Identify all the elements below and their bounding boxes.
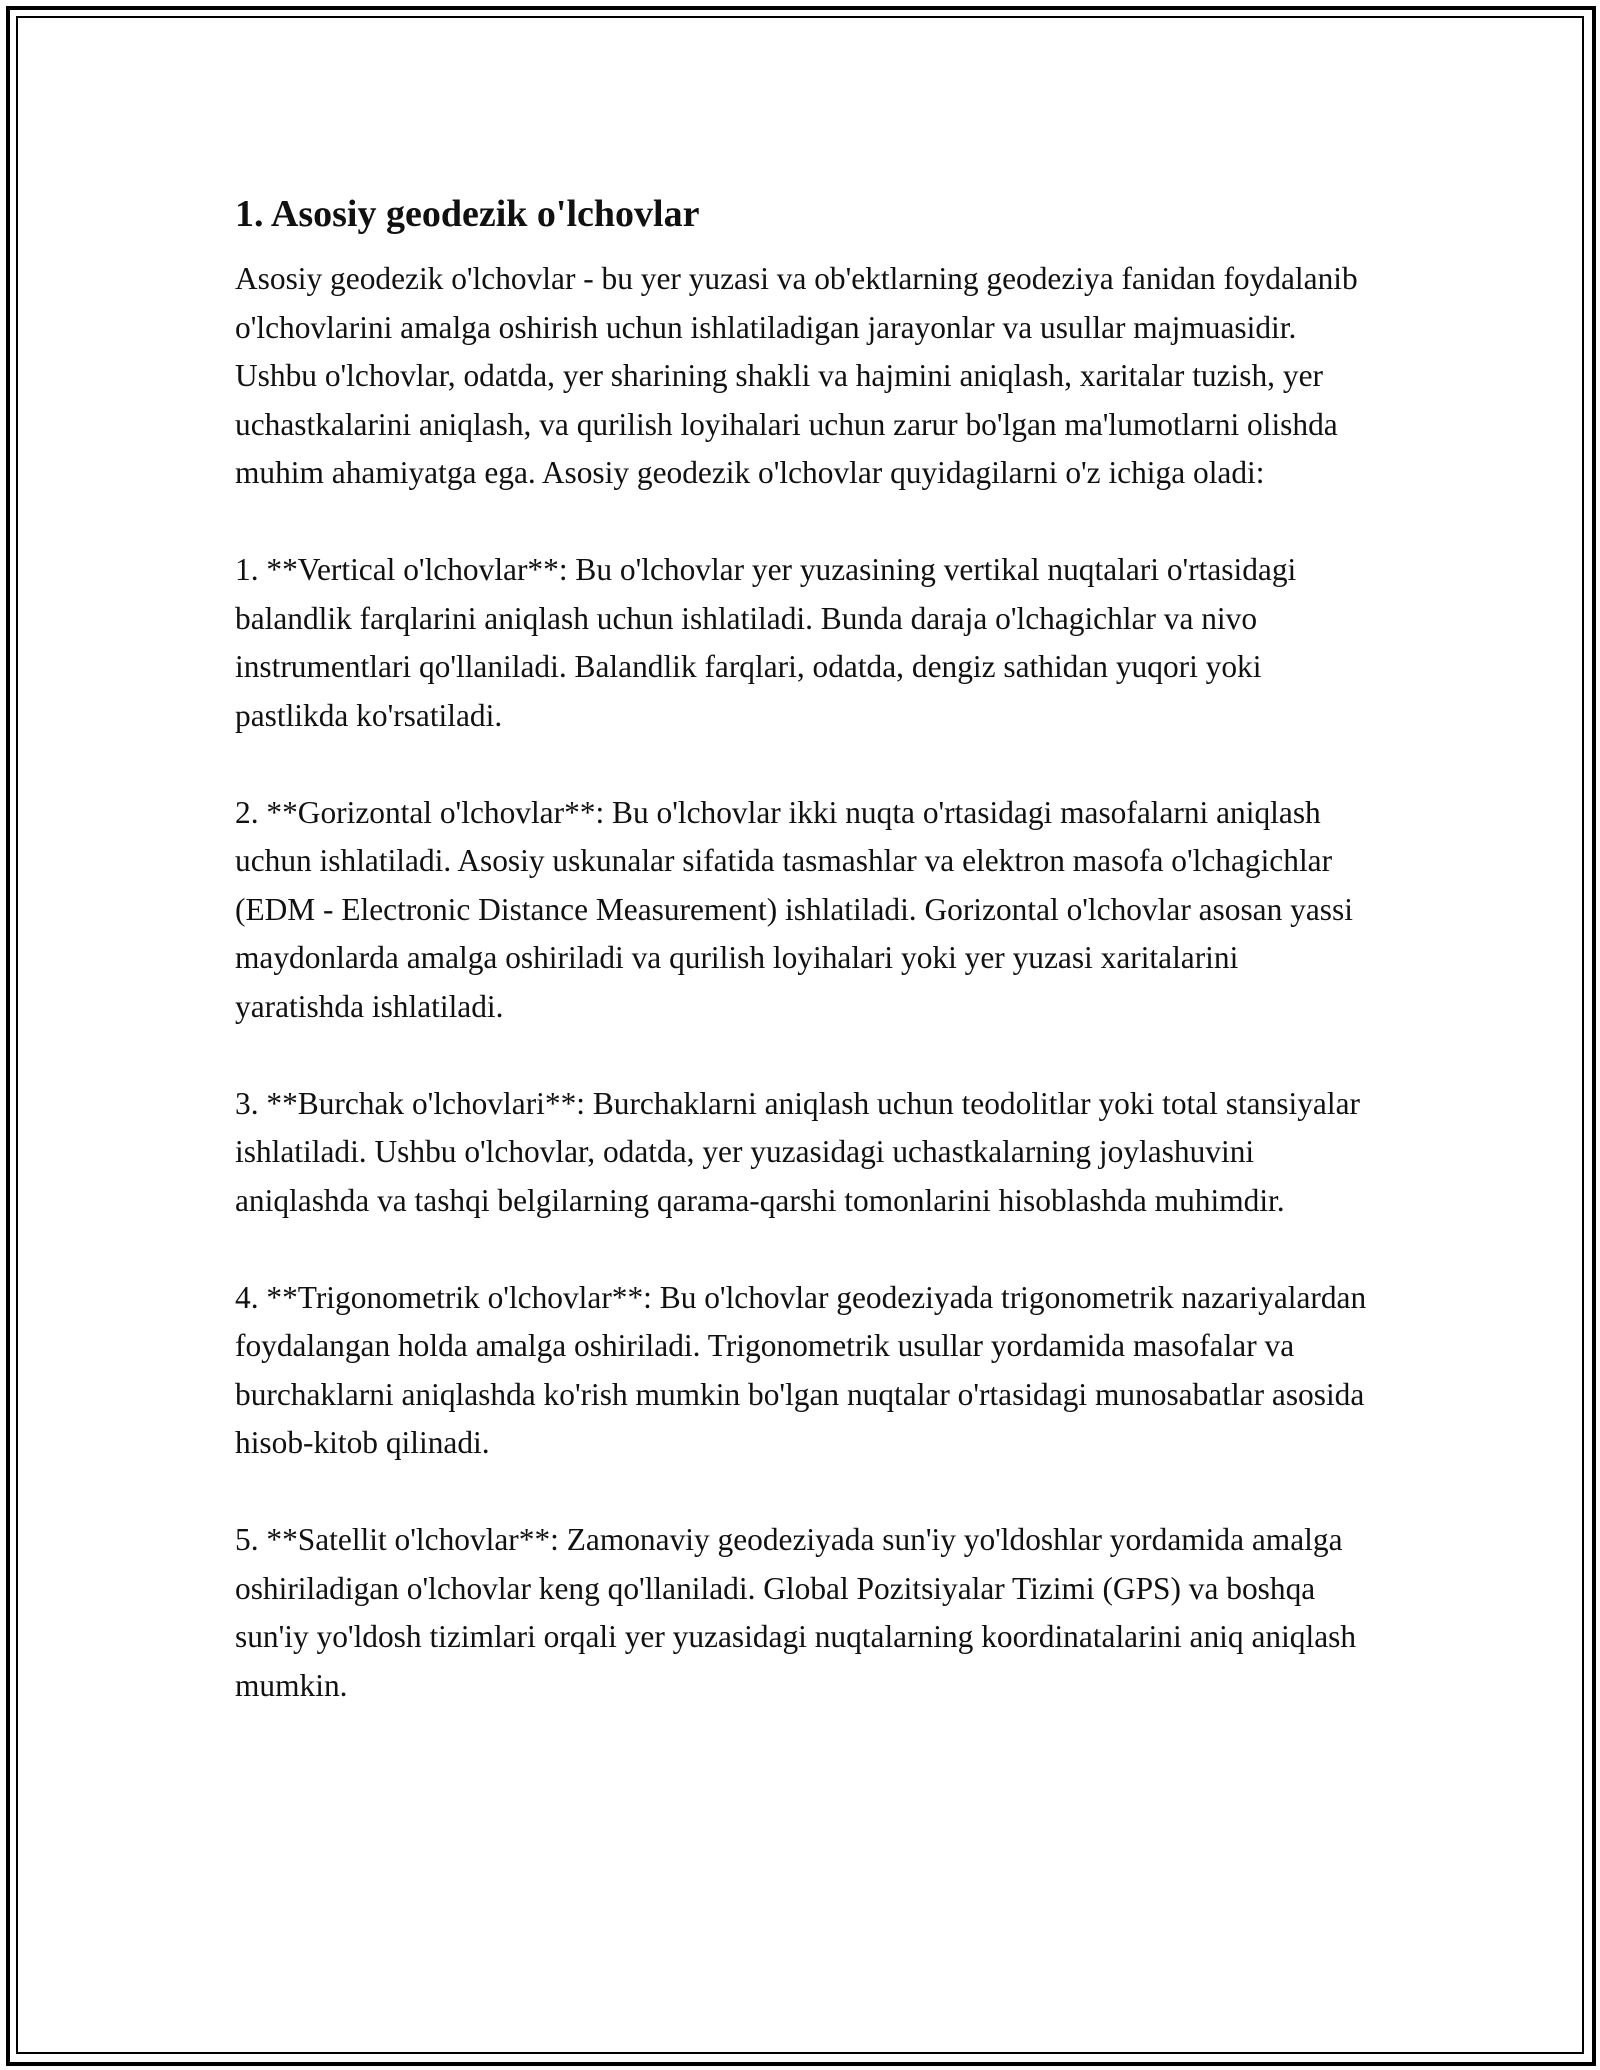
list-item-trigonometrik: 4. **Trigonometrik o'lchovlar**: Bu o'lchovlar geodeziyada trigonometrik nazariyalardan foydalangan holda amalga oshiriladi. Trigonometrik usullar yordamida masofalar va burchaklarni aniqlashda ko'rish mumkin bo'lgan nuqtalar o'rtasidagi munosabatlar asosida hisob-kitob qilinadi. <box>235 1279 1367 1460</box>
list-item-satellit: 5. **Satellit o'lchovlar**: Zamonaviy geodeziyada sun'iy yo'ldoshlar yordamida amalga oshiriladigan o'lchovlar keng qo'llaniladi. Global Pozitsiyalar Tizimi (GPS) va boshqa sun'iy yo'ldosh tizimlari orqali yer yuzasidagi nuqtalarning koordinatalarini aniq aniqlash mumkin. <box>235 1522 1357 1703</box>
document-body <box>235 185 1375 1759</box>
list-item-burchak: 3. **Burchak o'lchovlari**: Burchaklarni aniqlash uchun teodolitlar yoki total stansiyalar ishlatiladi. Ushbu o'lchovlar, odatda, yer yuzasidagi uchastkalarning joylashuvini aniqlashda va tashqi belgilarning qarama-qarshi tomonlarini hisoblashda muhimdir. <box>235 1085 1360 1218</box>
section-heading: 1. Asosiy geodezik o'lchovlar <box>235 193 700 235</box>
intro-paragraph: Asosiy geodezik o'lchovlar - bu yer yuzasi va ob'ektlarning geodeziya fanidan foydalanib o'lchovlarini amalga oshirish uchun ishlatiladigan jarayonlar va usullar majmuasidir. Ushbu o'lchovlar, odatda, yer sharining shakli va hajmini aniqlash, xaritalar tuzish, yer uchastkalarini aniqlash, va qurilish loyihalari uchun zarur bo'lgan ma'lumotlarni olishda muhim ahamiyatga ega. Asosiy geodezik o'lchovlar quyidagilarni o'z ichiga oladi: <box>235 261 1358 490</box>
list-item-vertical: 1. **Vertical o'lchovlar**: Bu o'lchovlar yer yuzasining vertikal nuqtalari o'rtasidagi balandlik farqlarini aniqlash uchun ishlatiladi. Bunda daraja o'lchagichlar va nivo instrumentlari qo'llaniladi. Balandlik farqlari, odatda, dengiz sathidan yuqori yoki pastlikda ko'rsatiladi. <box>235 552 1297 733</box>
list-item-gorizontal: 2. **Gorizontal o'lchovlar**: Bu o'lchovlar ikki nuqta o'rtasidagi masofalarni aniqlash uchun ishlatiladi. Asosiy uskunalar sifatida tasmashlar va elektron masofa o'lchagichlar (EDM - Electronic Distance Measurement) ishlatiladi. Gorizontal o'lchovlar asosan yassi maydonlarda amalga oshiriladi va qurilish loyihalari yoki yer yuzasi xaritalarini yaratishda ishlatiladi. <box>235 794 1353 1024</box>
